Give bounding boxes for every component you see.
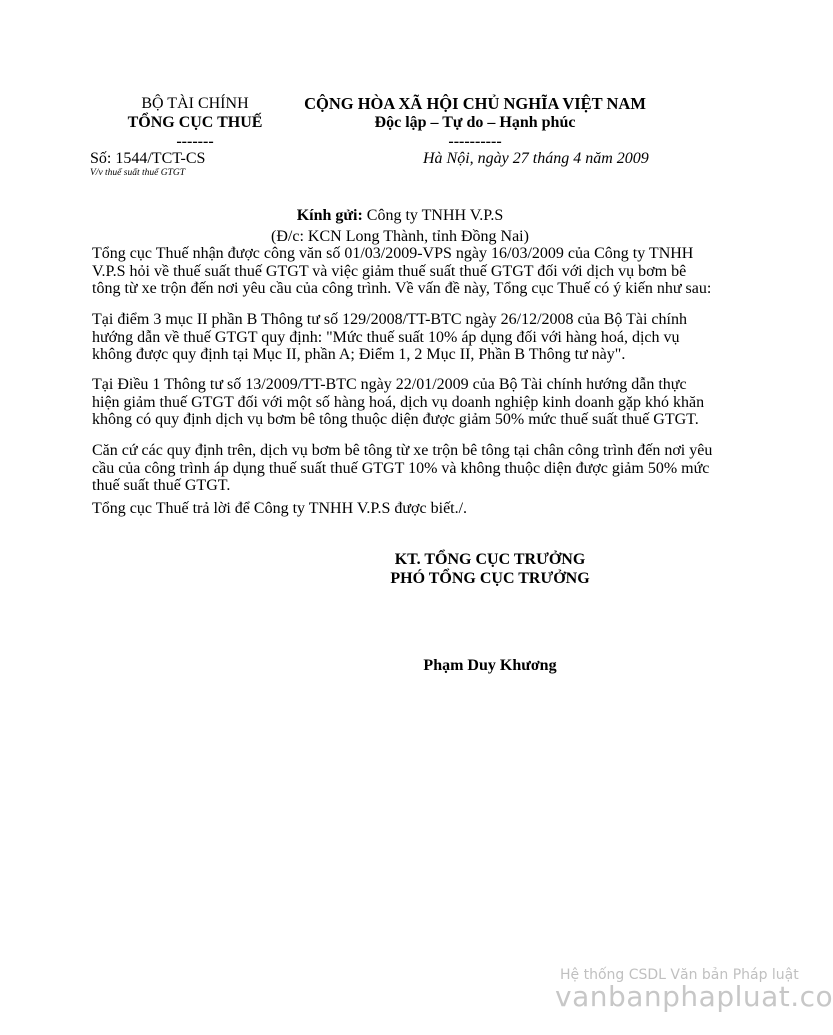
department-name: TỔNG CỤC THUẾ [127, 114, 263, 131]
issuer-block [95, 94, 295, 151]
recipient-line [0, 205, 800, 226]
watermark-domain: vanbanphapluat.co [555, 980, 833, 1013]
national-title-block [290, 94, 660, 151]
recipient-address: (Đ/c: KCN Long Thành, tỉnh Đồng Nai) [271, 228, 529, 245]
place-and-date: Hà Nội, ngày 27 tháng 4 năm 2009 [423, 150, 649, 167]
recipient-block [0, 205, 800, 247]
signature-title-block [320, 550, 660, 588]
document-subject: V/v thuế suất thuế GTGT [90, 168, 185, 178]
document-number: Số: 1544/TCT-CS [90, 150, 206, 167]
signature-line-2: PHÓ TỔNG CỤC TRƯỞNG [390, 570, 590, 587]
motto: Độc lập – Tự do – Hạnh phúc [374, 114, 576, 131]
nation-title: CỘNG HÒA XÃ HỘI CHỦ NGHĨA VIỆT NAM [304, 94, 646, 113]
signer-name: Phạm Duy Khương [423, 657, 557, 674]
right-divider: ---------- [448, 133, 502, 150]
left-divider: ------- [176, 133, 214, 150]
recipient-label: Kính gửi: [296, 207, 363, 224]
recipient-name: Công ty TNHH V.P.S [362, 207, 504, 224]
body-paragraph-2: Tại điểm 3 mục II phần B Thông tư số 129/2008/TT-BTC ngày 26/12/2008 của Bộ Tài chính hướng dẫn về thuế GTGT quy định: "Mức thuế suất 10% áp dụng đối với hàng hoá, dịch vụ không được quy định tại Mục II, phần A; Điểm 1, 2 Mục II, Phần B Thông tư này". [92, 311, 687, 364]
ministry-name: BỘ TÀI CHÍNH [141, 95, 249, 112]
body-paragraph-3: Tại Điều 1 Thông tư số 13/2009/TT-BTC ngày 22/01/2009 của Bộ Tài chính hướng dẫn thực hiện giảm thuế GTGT đối với một số hàng hoá, dịch vụ doanh nghiệp kinh doanh gặp khó khăn không có quy định dịch vụ bơm bê tông thuộc diện được giảm 50% mức thuế suất thuế GTGT. [92, 376, 705, 429]
body-paragraph-5: Tổng cục Thuế trả lời để Công ty TNHH V.P.S được biết./. [92, 500, 468, 517]
body-paragraph-1: Tổng cục Thuế nhận được công văn số 01/03/2009-VPS ngày 16/03/2009 của Công ty TNHH V.P.S hỏi về thuế suất thuế GTGT và việc giảm thuế suất thuế GTGT đối với dịch vụ bơm bê tông từ xe trộn đến nơi yêu cầu của công trình. Về vấn đề này, Tổng cục Thuế có ý kiến như sau: [92, 245, 712, 298]
signature-line-1: KT. TỔNG CỤC TRƯỞNG [394, 551, 586, 568]
watermark-caption: Hệ thống CSDL Văn bản Pháp luật [560, 967, 799, 983]
body-paragraph-4: Căn cứ các quy định trên, dịch vụ bơm bê tông từ xe trộn bê tông tại chân công trình đến nơi yêu cầu của công trình áp dụng thuế suất thuế GTGT 10% và không thuộc diện được giảm 50% mức thuế suất thuế GTGT. [92, 442, 713, 495]
